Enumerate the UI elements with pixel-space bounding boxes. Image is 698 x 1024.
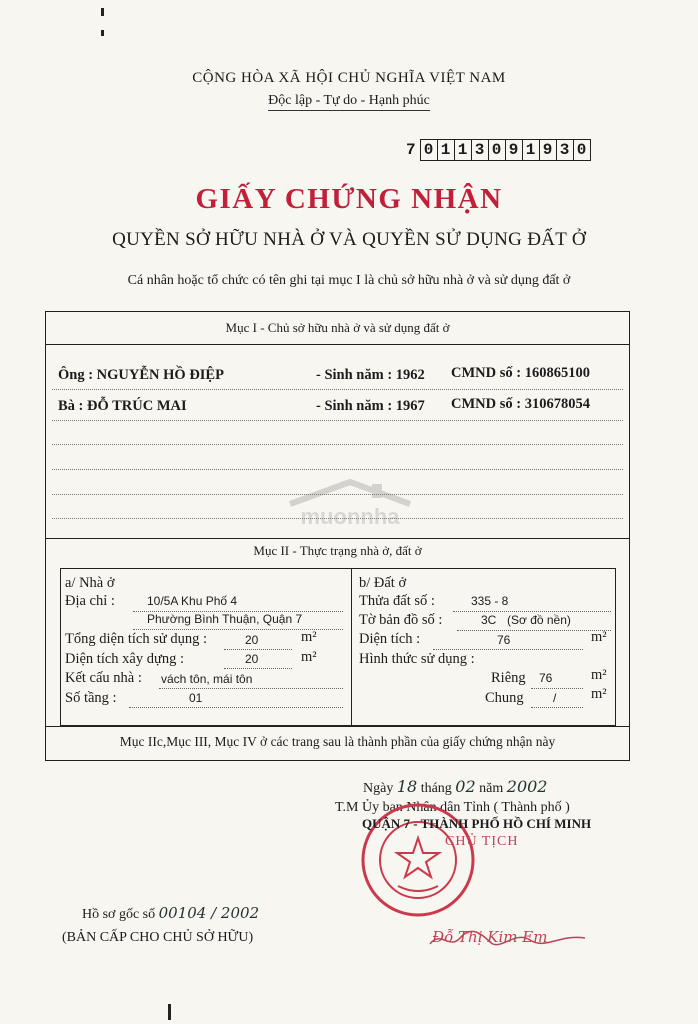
divider xyxy=(46,344,629,345)
owner-1-id: CMND số : 160865100 xyxy=(451,365,590,381)
file-number: Hồ sơ gốc số 00104 / 2002 xyxy=(82,904,260,922)
dotted-line xyxy=(52,469,623,470)
dotted-line xyxy=(52,389,623,390)
dotted-line xyxy=(129,707,343,708)
property-box xyxy=(60,568,616,726)
issued-to-note: (BẢN CẤP CHO CHỦ SỞ HỮU) xyxy=(62,930,254,945)
edge-mark-bottom xyxy=(168,1004,171,1020)
serial-digit: 1 xyxy=(454,140,471,160)
section2-title: Mục II - Thực trạng nhà ở, đất ở xyxy=(253,543,422,558)
serial-prefix: 7 xyxy=(406,141,416,159)
owner-2-birth: - Sinh năm : 1967 xyxy=(316,398,425,414)
date-month: 02 xyxy=(455,777,476,796)
house-heading: a/ Nhà ở xyxy=(65,575,115,591)
map-label: Tờ bản đồ số : xyxy=(359,612,443,628)
floors-value: 01 xyxy=(189,691,203,705)
address-label: Địa chỉ : xyxy=(65,593,115,609)
edge-mark-top-2 xyxy=(101,30,104,36)
address-line-1: 10/5A Khu Phố 4 xyxy=(147,594,238,608)
land-area-label: Diện tích : xyxy=(359,631,421,647)
common-value: / xyxy=(553,691,557,705)
dotted-line xyxy=(433,649,583,650)
dotted-line xyxy=(224,668,292,669)
plot-value: 335 - 8 xyxy=(471,594,509,608)
common-unit: m² xyxy=(591,686,607,702)
serial-digit: 1 xyxy=(522,140,539,160)
signer-name: Đỗ Thị Kim Em xyxy=(432,928,548,946)
issue-date: Ngày 18 tháng 02 năm 2002 xyxy=(363,777,548,796)
certificate-title: GIẤY CHỨNG NHẬN xyxy=(195,183,503,215)
build-area-unit: m² xyxy=(301,649,317,665)
common-label: Chung xyxy=(485,690,524,706)
serial-digit: 0 xyxy=(488,140,505,160)
date-year: 2002 xyxy=(506,777,548,796)
serial-digit: 9 xyxy=(505,140,522,160)
date-day: 18 xyxy=(396,777,418,796)
dotted-line xyxy=(531,688,583,689)
total-area-unit: m² xyxy=(301,629,317,645)
dotted-line xyxy=(453,611,611,612)
watermark-text: muonnha xyxy=(300,504,400,529)
certificate-subtitle: QUYỀN SỞ HỮU NHÀ Ở VÀ QUYỀN SỬ DỤNG ĐẤT Ở xyxy=(112,229,586,250)
serial-digit: 3 xyxy=(471,140,488,160)
address-line-2: Phường Bình Thuận, Quận 7 xyxy=(147,612,303,626)
serial-digit: 0 xyxy=(573,140,590,160)
watermark xyxy=(280,478,420,530)
build-area-label: Diện tích xây dựng : xyxy=(65,651,185,667)
map-note: (Sơ đồ nền) xyxy=(507,613,571,627)
build-area-value: 20 xyxy=(245,652,259,666)
divider xyxy=(46,726,629,727)
dotted-line xyxy=(531,707,583,708)
section1-title: Mục I - Chủ sở hữu nhà ở và sử dụng đất ở xyxy=(225,320,450,335)
owner-1-name: Ông : NGUYỄN HỒ ĐIỆP xyxy=(58,367,224,383)
dotted-line xyxy=(457,630,611,631)
district-name: QUẬN 7 - THÀNH PHỐ HỒ CHÍ MINH xyxy=(362,816,592,831)
private-label: Riêng xyxy=(491,670,526,686)
authority: T.M Ủy ban Nhân dân Tỉnh ( Thành phố ) xyxy=(335,800,570,815)
serial-digit: 0 xyxy=(423,141,434,159)
land-heading: b/ Đất ở xyxy=(359,575,407,591)
dotted-line xyxy=(224,649,292,650)
column-divider xyxy=(351,569,352,725)
owner-2-id: CMND số : 310678054 xyxy=(451,396,590,412)
map-value: 3C xyxy=(481,613,497,627)
land-area-value: 76 xyxy=(497,633,511,647)
edge-mark-top-1 xyxy=(101,8,104,16)
dotted-line xyxy=(159,688,343,689)
land-area-unit: m² xyxy=(591,629,607,645)
owner-1-birth: - Sinh năm : 1962 xyxy=(316,367,425,383)
serial-number xyxy=(406,139,591,161)
serial-digit: 9 xyxy=(539,140,556,160)
divider xyxy=(46,538,629,539)
total-area-label: Tổng diện tích sử dụng : xyxy=(65,631,207,647)
total-area-value: 20 xyxy=(245,633,259,647)
use-label: Hình thức sử dụng : xyxy=(359,651,475,667)
certificate-intro: Cá nhân hoặc tổ chức có tên ghi tại mục I là chủ sở hữu nhà ở và sử dụng đất ở xyxy=(127,273,571,288)
private-unit: m² xyxy=(591,667,607,683)
structure-value: vách tôn, mái tôn xyxy=(161,672,253,686)
serial-digit: 3 xyxy=(556,140,573,160)
structure-label: Kết cấu nhà : xyxy=(65,670,142,686)
dotted-line xyxy=(52,444,623,445)
floors-label: Số tầng : xyxy=(65,690,117,706)
continuation-note: Mục IIc,Mục III, Mục IV ở các trang sau là thành phần của giấy chứng nhận này xyxy=(119,734,556,749)
motto: Độc lập - Tự do - Hạnh phúc xyxy=(0,93,698,109)
plot-label: Thửa đất số : xyxy=(359,593,435,609)
private-value: 76 xyxy=(539,671,553,685)
dotted-line xyxy=(52,420,623,421)
main-frame xyxy=(45,311,630,761)
country-header: CỘNG HÒA XÃ HỘI CHỦ NGHĨA VIỆT NAM xyxy=(192,70,506,86)
serial-digit: 1 xyxy=(437,140,454,160)
owner-2-name: Bà : ĐỖ TRÚC MAI xyxy=(58,398,187,414)
file-number-value: 00104 / 2002 xyxy=(158,904,260,922)
signer-role: CHỦ TỊCH xyxy=(445,834,519,849)
